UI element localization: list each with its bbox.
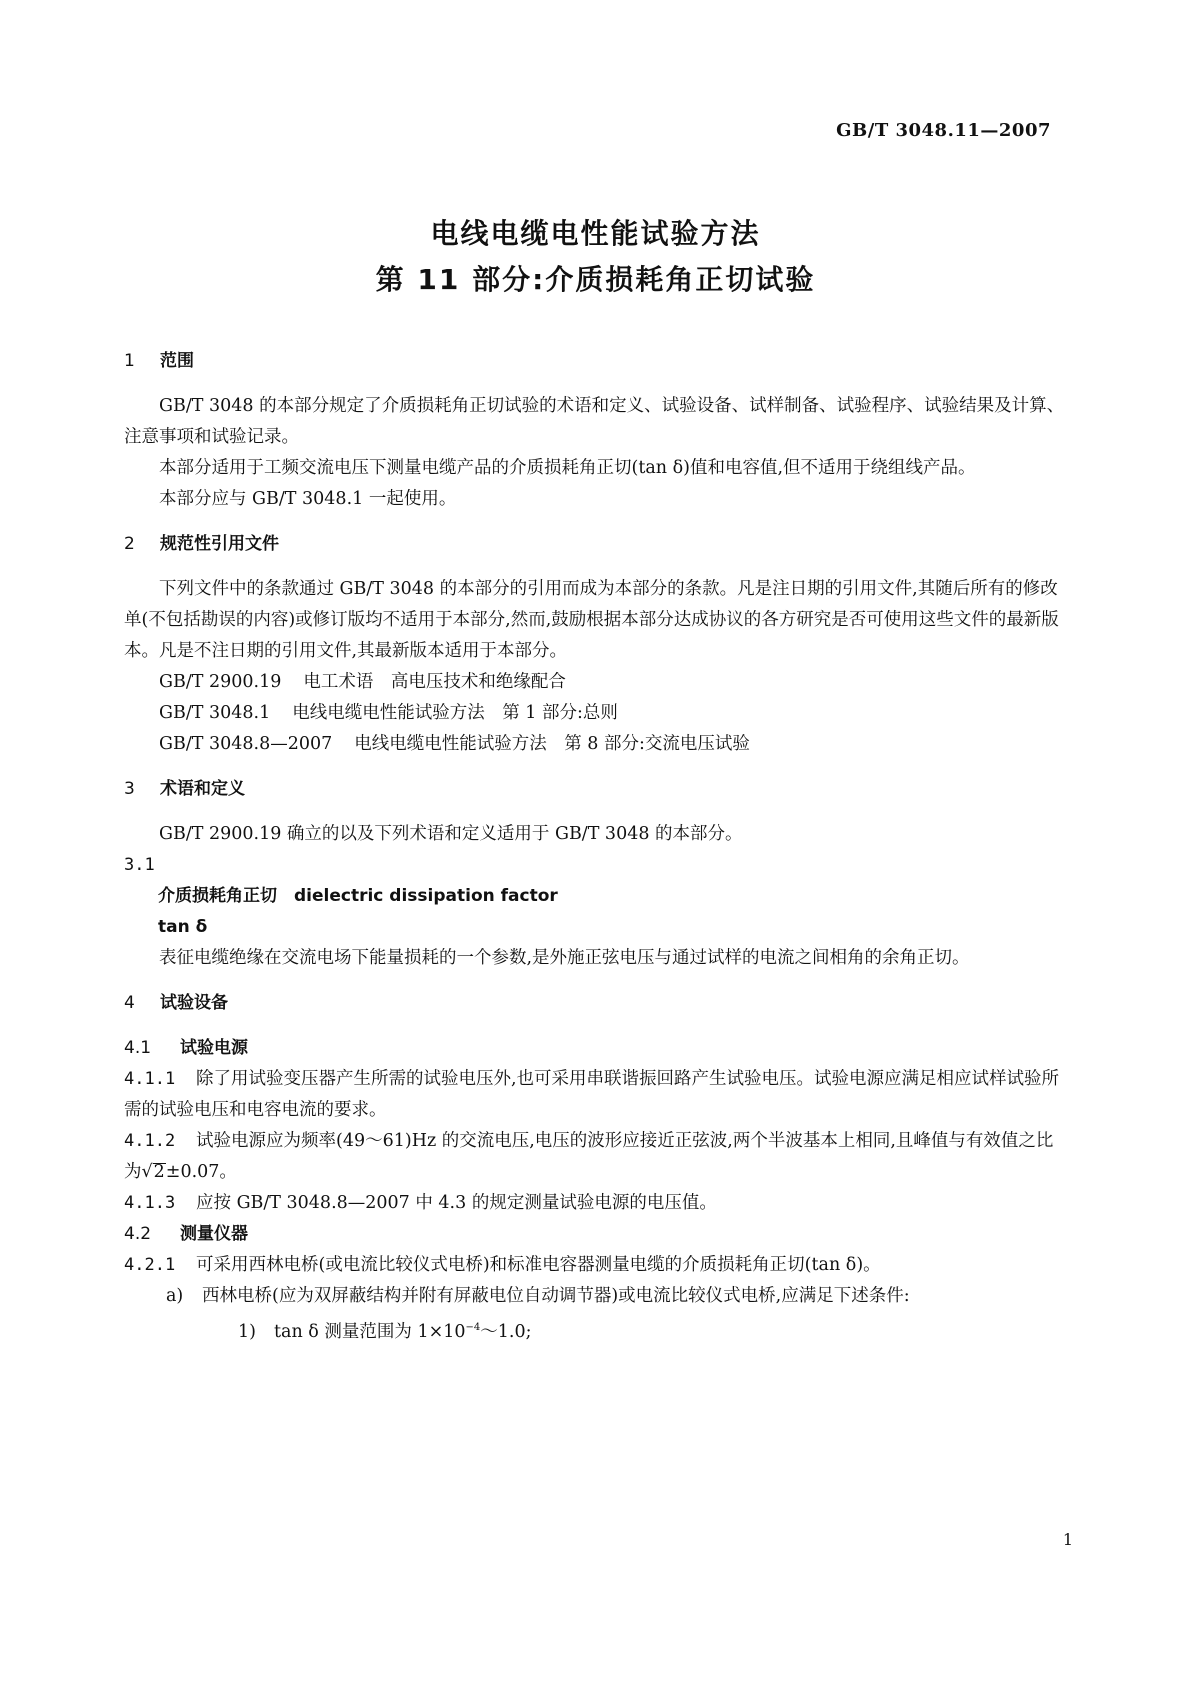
reference-title: 电线电缆电性能试验方法 第 1 部分:总则 — [292, 703, 618, 723]
section-title: 范围 — [160, 351, 194, 371]
paragraph: GB/T 3048 的本部分规定了介质损耗角正切试验的术语和定义、试验设备、试样制备、试验程序、试验结果及计算、注意事项和试验记录。 — [124, 396, 1065, 447]
reference-item — [124, 698, 1070, 729]
list-text-tail: ～1.0; — [480, 1321, 532, 1342]
reference-item — [124, 729, 1070, 760]
subsection-title: 试验电源 — [180, 1038, 248, 1058]
page-number: 1 — [1062, 1530, 1073, 1549]
clause-number: 3.1 — [124, 855, 155, 875]
exponent: −4 — [465, 1322, 481, 1333]
clause-text: 试验电源应为频率(49～61)Hz 的交流电压,电压的波形应接近正弦波,两个半波基本上相同,且峰值与有效值之比为 — [124, 1131, 1054, 1182]
clause-text: 应按 GB/T 3048.8—2007 中 4.3 的规定测量试验电源的电压值。 — [196, 1193, 717, 1213]
clause-text: 除了用试验变压器产生所需的试验电压外,也可采用串联谐振回路产生试验电压。试验电源应满足相应试样试验所需的试验电压和电容电流的要求。 — [124, 1069, 1060, 1120]
section-number: 4 — [124, 993, 135, 1013]
clause-number: 4.2.1 — [124, 1255, 176, 1275]
clause-number: 4.1.1 — [124, 1069, 176, 1089]
paragraph: GB/T 2900.19 确立的以及下列术语和定义适用于 GB/T 3048 的本部分。 — [159, 824, 743, 844]
list-label: a) — [166, 1286, 184, 1306]
subsection-title: 测量仪器 — [180, 1224, 248, 1244]
clause-text: 可采用西林电桥(或电流比较仪式电桥)和标准电容器测量电缆的介质损耗角正切(tan δ)。 — [196, 1255, 881, 1275]
list-item-a — [124, 1281, 1070, 1312]
reference-item — [124, 667, 1070, 698]
document-title-line1: 电线电缆电性能试验方法 — [430, 217, 761, 250]
section-title: 试验设备 — [160, 993, 228, 1013]
reference-code: GB/T 2900.19 — [159, 672, 282, 692]
section-3-heading — [124, 774, 1070, 805]
subsection-4-2-heading — [124, 1219, 1070, 1250]
reference-title: 电工术语 高电压技术和绝缘配合 — [303, 672, 566, 692]
reference-code: GB/T 3048.1 — [159, 703, 271, 723]
clause-4-1-3 — [124, 1188, 1070, 1219]
list-text: 西林电桥(应为双屏蔽结构并附有屏蔽电位自动调节器)或电流比较仪式电桥,应满足下述条件: — [202, 1286, 910, 1306]
clause-text-tail: ±0.07。 — [165, 1162, 237, 1182]
section-1-heading — [124, 346, 1070, 377]
reference-code: GB/T 3048.8—2007 — [159, 734, 333, 754]
section-number: 1 — [124, 351, 135, 371]
clause-4-2-1 — [124, 1250, 1070, 1281]
document-body — [124, 346, 1070, 1348]
list-label: 1) — [238, 1321, 256, 1342]
section-4-heading — [124, 988, 1070, 1019]
section-title: 术语和定义 — [160, 779, 245, 799]
paragraph: 本部分应与 GB/T 3048.1 一起使用。 — [159, 489, 457, 509]
term-symbol: tan δ — [158, 917, 208, 937]
standard-id: GB/T 3048.11—2007 — [836, 120, 1051, 141]
section-number: 3 — [124, 779, 135, 799]
document-title-line2: 第 11 部分:介质损耗角正切试验 — [375, 263, 816, 296]
section-number: 2 — [124, 534, 135, 554]
clause-4-1-2 — [124, 1126, 1070, 1188]
sqrt-sign: √ — [141, 1162, 153, 1182]
clause-number: 4.1.3 — [124, 1193, 176, 1213]
section-2-heading — [124, 529, 1070, 560]
subsection-number: 4.1 — [124, 1038, 152, 1058]
list-text: tan δ 测量范围为 1×10 — [274, 1321, 466, 1342]
paragraph: 下列文件中的条款通过 GB/T 3048 的本部分的引用而成为本部分的条款。凡是注日期的引用文件,其随后所有的修改单(不包括勘误的内容)或修订版均不适用于本部分,然而,鼓励根据本部分达成协议的各方研究是否可使用这些文件的最新版本。凡是不注日期的引用文件,其最新版本适用于本部分。 — [124, 579, 1059, 661]
subsection-4-1-heading — [124, 1033, 1070, 1064]
clause-4-1-1 — [124, 1064, 1070, 1126]
paragraph: 本部分适用于工频交流电压下测量电缆产品的介质损耗角正切(tan δ)值和电容值,但不适用于绕组线产品。 — [159, 458, 976, 478]
sqrt-radicand: 2 — [153, 1162, 165, 1182]
section-title: 规范性引用文件 — [160, 534, 279, 554]
term-definition: 表征电缆绝缘在交流电场下能量损耗的一个参数,是外施正弦电压与通过试样的电流之间相角的余角正切。 — [159, 948, 970, 968]
clause-number: 4.1.2 — [124, 1131, 176, 1151]
list-item-1 — [124, 1312, 1070, 1348]
term-entry: 介质损耗角正切 dielectric dissipation factor — [158, 886, 558, 906]
subsection-number: 4.2 — [124, 1224, 152, 1244]
subsection-number — [124, 850, 1070, 881]
reference-title: 电线电缆电性能试验方法 第 8 部分:交流电压试验 — [354, 734, 750, 754]
